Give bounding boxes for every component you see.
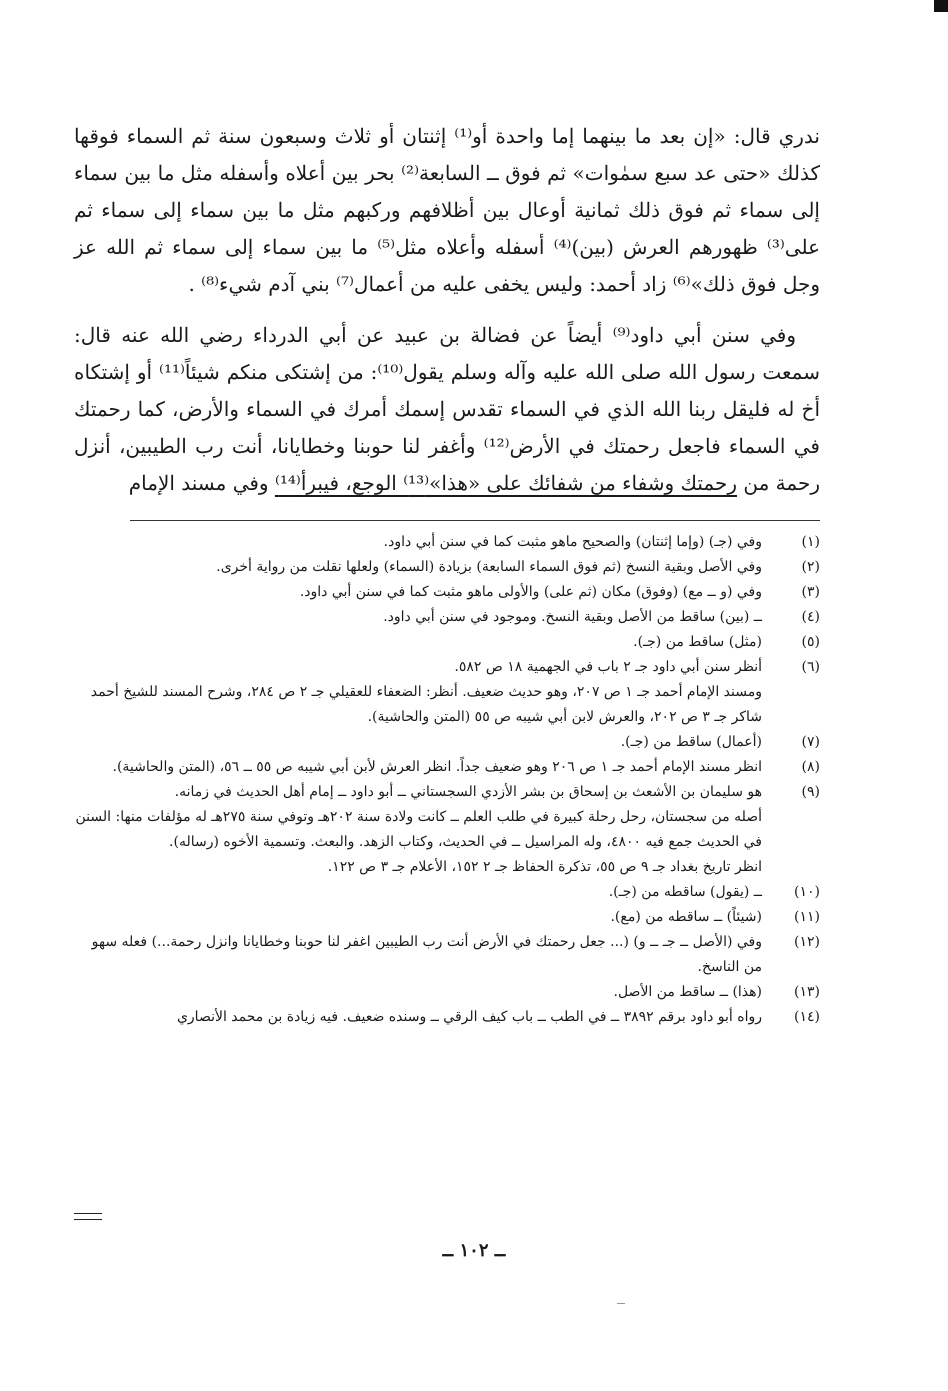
footnote-separator	[130, 520, 820, 521]
footnote-number: (١٤)	[794, 1009, 820, 1025]
footnote-text: وفي الأصل وبقية النسخ (ثم فوق السماء السابعة) بزيادة (السماء) ولعلها نقلت من رواية أخرى.	[216, 559, 762, 575]
double-rule	[74, 1213, 102, 1220]
footnote-item	[74, 905, 820, 930]
footnote-text: أنظر سنن أبي داود جـ ٢ باب في الجهمية ١٨ ص ٥٨٢.	[454, 659, 762, 675]
footnote-text: وفي (و ــ مع) (وفوق) مكان (ثم على) والأولى ماهو مثبت كما في سنن أبي داود.	[299, 584, 762, 600]
footnote-text: أصله من سجستان، رحل رحلة كبيرة في طلب العلم ــ كانت ولادة سنة ٢٠٢هـ وتوفي سنة ٢٧٥هـ له مؤلفات منها: السنن في الحديث جمع فيه ٤٨٠٠، وله المراسيل ــ في الحديث، وكتاب الزهد. والبعث. وتسمية الأخوه (رساله).	[75, 809, 762, 850]
corner-mark	[934, 0, 948, 12]
footnote-number: (٨)	[801, 759, 820, 775]
footnote-text: ــ (بين) ساقط من الأصل وبقية النسخ. وموجود في سنن أبي داود.	[383, 609, 762, 625]
footnote-text: رواه أبو داود برقم ٣٨٩٢ ــ في الطب ــ باب كيف الرقي ــ وسنده ضعيف. فيه زيادة بن محمد الأنصاري	[176, 1009, 762, 1025]
paragraph-1: ندري قال: «إن بعد ما بينهما إما واحدة أو⁽¹⁾ إثنتان أو ثلاث وسبعون سنة ثم السماء فوقها كذلك «حتى عد سبع سمٰوات» ثم فوق ــ السابعة⁽²⁾ بحر بين أعلاه وأسفله مثل ما بين سماء إلى سماء ثم فوق ذلك ثمانية أوعال بين أظلافهم وركبهم مثل ما بين سماء إلى سماء ثم على⁽³⁾ ظهورهم العرش (بين)⁽⁴⁾ أسفله وأعلاه مثل⁽⁵⁾ ما بين سماء إلى سماء ثم الله عز وجل فوق ذلك»⁽⁶⁾ زاد أحمد: وليس يخفى عليه من أعمال⁽⁷⁾ بني آدم شيء⁽⁸⁾ .	[74, 124, 821, 296]
footnote-text: (هذا) ــ ساقط من الأصل.	[613, 984, 762, 1000]
footnote-number: (١٣)	[794, 984, 820, 1000]
footnote-number: (١)	[801, 534, 820, 550]
footnote-item	[74, 630, 820, 655]
footnote-item	[74, 980, 820, 1005]
footnote-number: (٦)	[801, 659, 820, 675]
paragraph-2-end: وفي مسند الإمام	[128, 471, 275, 495]
footnote-text: وفي (الأصل ــ جـ ــ و) (... جعل رحمتك في الأرض أنت رب الطيبين اغفر لنا حوبنا وخطايانا وانزل رحمة...) فعله سهو من الناسخ.	[91, 934, 762, 975]
footnote-item	[74, 555, 820, 580]
footnote-text: ومسند الإمام أحمد جـ ١ ص ٢٠٧، وهو حديث ضعيف. أنظر: الضعفاء للعقيلي جـ ٢ ص ٢٨٤، وشرح المسند للشيخ أحمد شاكر جـ ٣ ص ٢٠٢، والعرش لابن أبي شيبه ص ٥٥ (المتن والحاشية).	[90, 684, 762, 725]
footnote-text: (أعمال) ساقط من (جـ).	[620, 734, 762, 750]
footnote-number: (١٢)	[794, 934, 820, 950]
footnote-text: ــ (يقول) ساقطه من (جـ).	[608, 884, 762, 900]
footnote-item	[74, 730, 820, 755]
footnote-item	[74, 580, 820, 605]
footnote-text: انظر تاريخ بغداد جـ ٩ ص ٥٥، تذكرة الحفاظ جـ ٢ ١٥٢، الأعلام جـ ٣ ص ١٢٢.	[327, 859, 762, 875]
footnote-text: (مثل) ساقط من (جـ).	[633, 634, 762, 650]
footnote-item	[74, 880, 820, 905]
footnote-text: انظر مسند الإمام أحمد جـ ١ ص ٢٠٦ وهو ضعيف جداً. انظر العرش لأبن أبي شيبه ص ٥٥ ــ ٥٦، (المتن والحاشية).	[112, 759, 762, 775]
footnote-item	[74, 680, 820, 730]
footnote-number: (١١)	[794, 909, 820, 925]
paragraph-2-underlined: رحمتك وشفاء من شفائك على «هذا»⁽¹³⁾ الوجع، فيبرأ⁽¹⁴⁾	[274, 471, 738, 495]
paragraph-2	[74, 317, 820, 502]
footnote-item	[74, 780, 820, 805]
scan-speck	[617, 1303, 625, 1304]
footnotes-section	[74, 530, 820, 1030]
footnote-item	[74, 805, 820, 855]
footnote-item	[74, 655, 820, 680]
page-number: ــ ١٠٢ ــ	[442, 1240, 506, 1261]
footnote-text: (شيئاً) ــ ساقطه من (مع).	[610, 909, 762, 925]
footnote-number: (٤)	[801, 609, 820, 625]
footnote-number: (٧)	[801, 734, 820, 750]
footnote-number: (١٠)	[794, 884, 820, 900]
footnote-item	[74, 530, 820, 555]
footnote-item	[74, 855, 820, 880]
footnote-item	[74, 755, 820, 780]
footnote-item	[74, 1005, 820, 1030]
paragraph-2-main: وفي سنن أبي داود⁽⁹⁾ أيضاً عن فضالة بن عبيد عن أبي الدرداء رضي الله عنه قال: سمعت رسول الله صلى الله عليه وآله وسلم يقول⁽¹⁰⁾: من إشتكى منكم شيئاً⁽¹¹⁾ أو إشتكاه أخ له فليقل ربنا الله الذي في السماء تقدس إسمك أمرك في السماء والأرض، كما رحمتك في السماء فاجعل رحمتك في الأرض⁽¹²⁾ وأغفر لنا حوبنا وخطايانا، أنت رب الطيبين، أنزل رحمة من	[74, 323, 820, 495]
footnote-item	[74, 930, 820, 980]
footnote-number: (٩)	[801, 784, 820, 800]
footnote-item	[74, 605, 820, 630]
footnote-text: هو سليمان بن الأشعث بن إسحاق بن بشر الأزدي السجستاني ــ أبو داود ــ إمام أهل الحديث في زمانه.	[174, 784, 762, 800]
footnote-number: (٣)	[801, 584, 820, 600]
footnote-number: (٢)	[801, 559, 820, 575]
main-text	[74, 118, 820, 502]
footnote-number: (٥)	[801, 634, 820, 650]
footnote-text: وفي (جـ) (وإما إثنتان) والصحيح ماهو مثبت كما في سنن أبي داود.	[383, 534, 762, 550]
